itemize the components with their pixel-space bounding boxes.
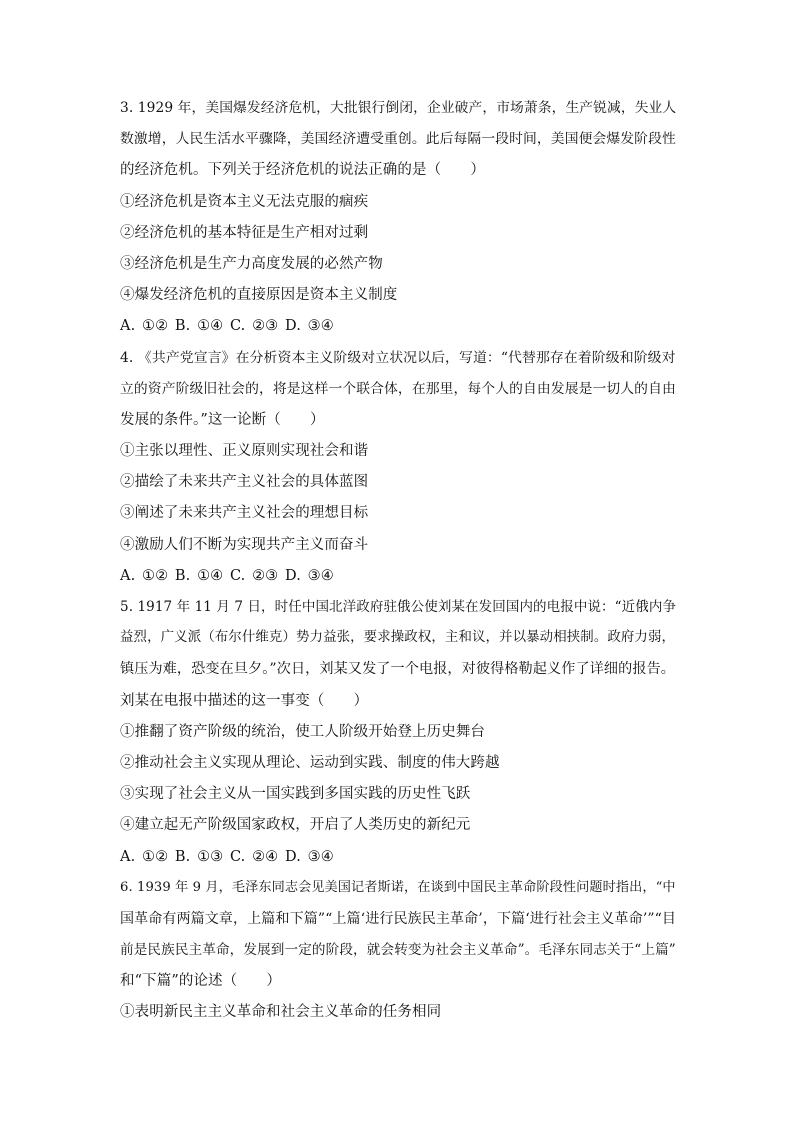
question-4-stem-line-1: 4. 《共产党宣言》在分析资本主义阶级对立状况以后，写道：“代替那存在着阶级和阶级对: [120, 349, 676, 366]
question-3-statement-1: ①经济危机是资本主义无法克服的痼疾: [120, 193, 369, 210]
question-3-answer-options: A. ①② B. ①④ C. ②③ D. ③④: [120, 318, 334, 335]
question-5-stem-line-4: 刘某在电报中描述的这一事变（ ）: [120, 692, 369, 709]
document-body: [120, 98, 676, 1034]
question-3: [120, 98, 676, 336]
question-4-statement-3: ③阐述了未来共产主义社会的理想目标: [120, 505, 369, 522]
question-4-statement-4: ④激励人们不断为实现共产主义而奋斗: [120, 536, 369, 553]
question-3-statement-3: ③经济危机是生产力高度发展的必然产物: [120, 255, 383, 272]
question-4-answer-options: A. ①② B. ①④ C. ②③ D. ③④: [120, 567, 334, 584]
question-3-stem-line-2: 数激增，人民生活水平骤降，美国经济遭受重创。此后每隔一段时间，美国便会爆发阶段性: [120, 131, 676, 148]
question-6-stem-line-1: 6. 1939 年 9 月，毛泽东同志会见美国记者斯诺，在谈到中国民主革命阶段性问题时指出，“中: [120, 879, 676, 895]
question-6-stem-line-3: 前是民族民主革命，发展到一定的阶段，就会转变为社会主义革命”。毛泽东同志关于“上篇”: [120, 942, 676, 959]
question-5-statement-2: ②推动社会主义实现从理论、运动到实践、制度的伟大跨越: [120, 754, 500, 771]
question-3-statement-2: ②经济危机的基本特征是生产相对过剩: [120, 224, 369, 241]
question-5-statement-1: ①推翻了资产阶级的统治，使工人阶级开始登上历史舞台: [120, 723, 485, 740]
question-4-statement-2: ②描绘了未来共产主义社会的具体蓝图: [120, 474, 369, 491]
question-4: [120, 348, 676, 586]
question-5-statement-3: ③实现了社会主义从一国实践到多国实践的历史性飞跃: [120, 786, 471, 803]
question-6-stem-line-2: 国革命有两篇文章，上篇和下篇”“上篇‘进行民族民主革命’，下篇‘进行社会主义革命’”“目: [120, 910, 677, 927]
question-5-stem-line-1: 5. 1917 年 11 月 7 日，时任中国北洋政府驻俄公使刘某在发回国内的电报中说：“近俄内争: [120, 599, 677, 615]
question-3-statement-4: ④爆发经济危机的直接原因是资本主义制度: [120, 287, 398, 304]
question-5-stem-line-2: 益烈，广义派（布尔什维克）势力益张，要求操政权，主和议，并以暴动相挟制。政府力弱，: [120, 630, 676, 646]
question-5-stem-line-3: 镇压为难，恐变在旦夕。”次日，刘某又发了一个电报，对彼得格勒起义作了详细的报告。: [120, 661, 676, 678]
question-3-stem-line-1: 3. 1929 年，美国爆发经济危机，大批银行倒闭，企业破产，市场萧条，生产锐减，失业人: [120, 100, 677, 116]
question-6: [120, 878, 676, 1023]
question-4-statement-1: ①主张以理性、正义原则实现社会和谐: [120, 443, 369, 460]
question-3-stem-line-3: 的经济危机。下列关于经济危机的说法正确的是（ ）: [120, 162, 485, 179]
question-6-statement-1: ①表明新民主主义革命和社会主义革命的任务相同: [120, 1004, 442, 1021]
question-5-statement-4: ④建立起无产阶级国家政权，开启了人类历史的新纪元: [120, 817, 471, 834]
question-4-stem-line-3: 发展的条件。”这一论断（ ）: [120, 411, 325, 428]
question-5: [120, 597, 676, 867]
question-5-answer-options: A. ①② B. ①③ C. ②④ D. ③④: [120, 848, 334, 865]
question-6-stem-line-4: 和“下篇”的论述（ ）: [120, 973, 282, 990]
question-4-stem-line-2: 立的资产阶级旧社会的，将是这样一个联合体，在那里，每个人的自由发展是一切人的自由: [120, 380, 676, 397]
